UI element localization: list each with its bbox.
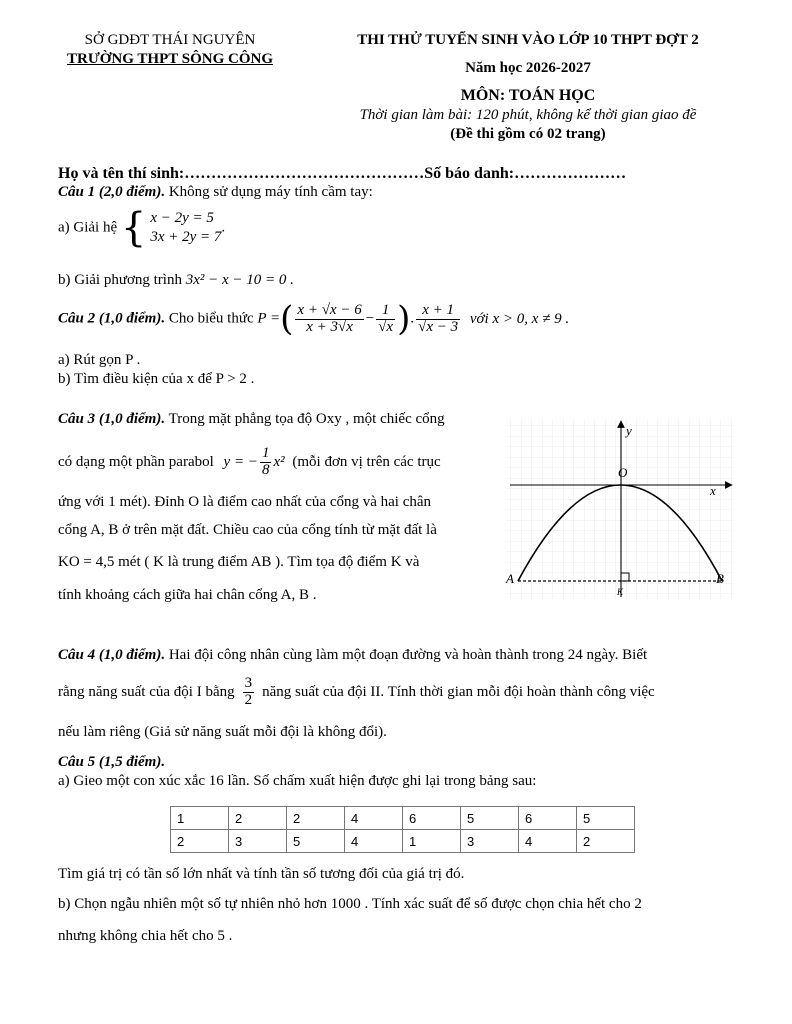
table-cell: 2 [229,807,287,830]
origin-label: O [618,465,628,480]
q4-line-2: rằng năng suất của đội I bằng $\frac{3}{2}$ năng suất của đội II. Tính thời gian mỗi đội hoàn thành công việc [58,675,655,708]
q2-part-b: b) Tìm điều kiện của x để P > 2 . [58,371,255,387]
q3-line-4: cổng A, B ở trên mặt đất. Chiều cao của cổng tính từ mặt đất là [58,522,437,538]
page-count-note: (Đề thi gồm có 02 trang) [450,126,606,142]
q1-part-b [58,272,294,289]
table-cell: 2 [577,830,635,853]
q3-line-6: tính khoảng cách giữa hai chân cổng A, B . [58,587,317,603]
point-b-label: B [716,571,724,586]
q2-heading: Câu 2 (1,0 điểm). Cho biểu thức P =( $\frac{x + √x - 6}{x + 3√x}$ − $\frac{1}{√x}$ ). $\frac{x + 1}{√x - 3}$ với x > 0, x ≠ 9 . [58,299,570,339]
q5-part-a: a) Gieo một con xúc xắc 16 lần. Số chấm xuất hiện được ghi lại trong bảng sau: [58,773,537,789]
subject-title: MÔN: TOÁN HỌC [460,87,596,104]
q3-parabola-coefficient: $\frac{1}{8}$ [261,445,270,478]
table-cell: 2 [287,807,345,830]
x-axis-label: x [710,483,716,498]
q4-ratio-fraction: $\frac{3}{2}$ [244,675,253,708]
table-cell: 1 [171,807,229,830]
q5-part-b-line-2: nhưng không chia hết cho 5 . [58,928,233,944]
q2-fraction-1: $\frac{x + √x - 6}{x + 3√x}$ [297,301,362,335]
q1-heading [58,184,373,201]
q5-part-b-line-1: b) Chọn ngẫu nhiên một số tự nhiên nhỏ hơn 1000 . Tính xác suất để số được chọn chia hết cho 2 [58,896,642,912]
q5-part-a-task: Tìm giá trị có tần số lớn nhất và tính tần số tương đối của giá trị đó. [58,866,465,882]
table-row [171,807,635,830]
q1-b-equation: 3x² − x − 10 = 0 . [185,272,294,288]
q1-part-a: a) Giải hệ { x − 2y = 5 3x + 2y = 7 . [58,205,226,251]
y-axis-label: y [626,423,632,438]
q1-title: Câu 1 (2,0 điểm). [58,184,166,200]
system-brace: { [120,205,147,251]
table-cell: 6 [403,807,461,830]
q3-line-2: có dạng một phần parabol y = − $\frac{1}{8}$ x² (mỗi đơn vị trên các trục [58,445,441,478]
time-note: Thời gian làm bài: 120 phút, không kể thời gian giao đề [359,107,697,123]
q4-title: Câu 4 (1,0 điểm). [58,647,166,663]
table-cell: 3 [461,830,519,853]
department-name: SỞ GDĐT THÁI NGUYÊN [84,32,256,48]
table-cell: 2 [171,830,229,853]
school-name: TRƯỜNG THPT SÔNG CÔNG [66,51,273,67]
table-row [171,830,635,853]
q1-b-label: b) Giải phương trình [58,272,182,288]
table-cell: 5 [461,807,519,830]
q3-line-1: Câu 3 (1,0 điểm). Trong mặt phẳng tọa độ Oxy , một chiếc cổng [58,411,445,427]
table-cell: 4 [345,807,403,830]
grid-background [506,419,734,599]
q1-equation-2: 3x + 2y = 7 [150,229,222,245]
candidate-id-label: Số báo danh:………………… [424,165,627,182]
table-cell: 4 [519,830,577,853]
q1-equation-1: x − 2y = 5 [150,210,214,227]
school-year: Năm học 2026-2027 [465,60,591,76]
q2-title: Câu 2 (1,0 điểm). [58,310,166,327]
q1-a-label: a) Giải hệ [58,219,118,236]
table-cell: 5 [287,830,345,853]
exam-title: THI THỬ TUYỂN SINH VÀO LỚP 10 THPT ĐỢT 2 [357,32,699,48]
q2-fraction-3: $\frac{x + 1}{√x - 3}$ [418,301,459,335]
q2-p-symbol: P = [257,310,281,327]
parabola-figure [500,415,740,605]
q2-part-a: a) Rút gọn P . [58,352,141,368]
dice-results-table [170,806,635,853]
table-cell: 3 [229,830,287,853]
point-k-label: K [617,587,624,597]
table-cell: 4 [345,830,403,853]
q2-condition: với x > 0, x ≠ 9 . [469,310,570,327]
q2-intro: Cho biểu thức [168,310,254,327]
q5-title: Câu 5 (1,5 điểm). [58,754,166,770]
table-cell: 6 [519,807,577,830]
table-cell: 5 [577,807,635,830]
q3-line-3: ứng với 1 mét). Đỉnh O là điểm cao nhất của cổng và hai chân [58,494,432,510]
q2-fraction-2: $\frac{1}{√x}$ [378,301,394,335]
q3-line-5: KO = 4,5 mét ( K là trung điểm AB ). Tìm tọa độ điểm K và [58,554,420,570]
q4-line-3: nếu làm riêng (Giả sử năng suất mỗi đội là không đổi). [58,724,387,740]
q4-line-1: Câu 4 (1,0 điểm). Hai đội công nhân cùng làm một đoạn đường và hoàn thành trong 24 ngày. Biết [58,647,648,663]
candidate-name-label: Họ và tên thí sinh:……………………………………… [58,165,425,182]
point-a-label: A [506,571,514,586]
table-cell: 1 [403,830,461,853]
candidate-name-line [58,165,626,183]
q1-intro: Không sử dụng máy tính cầm tay: [168,184,373,200]
q3-title: Câu 3 (1,0 điểm). [58,411,166,427]
